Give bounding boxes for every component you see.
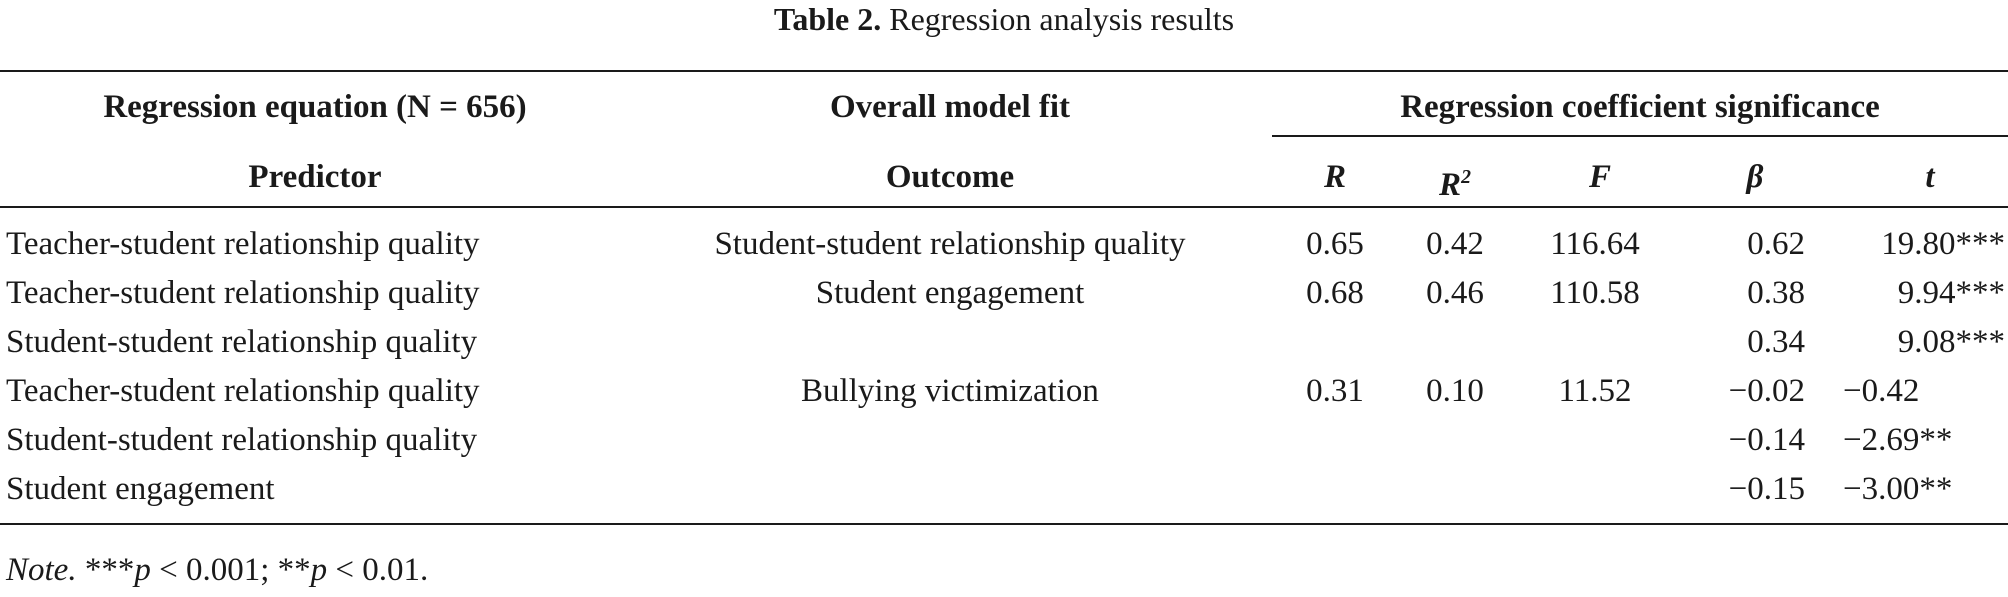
cell-t: −0.42 <box>1843 373 1920 409</box>
caption-title: Regression analysis results <box>889 1 1235 37</box>
top-rule <box>0 70 2008 72</box>
cell-r: 0.68 <box>1306 275 1364 311</box>
col-header-r-squared <box>1405 157 1505 205</box>
cell-predictor: Teacher-student relationship quality <box>6 373 480 409</box>
cell-predictor: Student-student relationship quality <box>6 422 478 458</box>
caption-label: Table 2. <box>773 1 882 37</box>
cell-beta: 0.34 <box>1747 324 1805 360</box>
col-header-t: t <box>1925 159 1935 195</box>
cell-predictor: Teacher-student relationship quality <box>6 226 480 262</box>
group-coefficient-significance: Regression coefficient significance <box>1400 89 1880 125</box>
cell-f: 110.58 <box>1550 275 1640 311</box>
cell-beta: 0.38 <box>1747 275 1805 311</box>
col-header-f: F <box>1588 159 1611 195</box>
note-p-symbol: p <box>310 552 328 588</box>
note-p-symbol: p <box>134 552 151 588</box>
note-stars-two: ** <box>277 552 311 588</box>
r2-superscript: 2 <box>1461 166 1471 188</box>
cell-outcome: Student engagement <box>815 275 1085 311</box>
group-regression-equation: Regression equation (N = 656) <box>103 89 527 125</box>
table-note <box>6 550 428 590</box>
group-underline-rule <box>1272 135 2008 137</box>
cell-r: 0.65 <box>1306 226 1364 262</box>
header-bottom-rule <box>0 206 2008 208</box>
r2-base: R <box>1439 167 1462 203</box>
note-threshold-one: < 0.001; <box>150 552 278 588</box>
cell-t: −2.69** <box>1843 422 1953 458</box>
cell-beta: −0.14 <box>1728 422 1805 458</box>
cell-r: 0.31 <box>1306 373 1364 409</box>
note-stars-three: *** <box>84 552 135 588</box>
bottom-rule <box>0 523 2008 525</box>
cell-predictor: Teacher-student relationship quality <box>6 275 480 311</box>
cell-t: 9.94*** <box>1897 275 2005 311</box>
cell-predictor: Student-student relationship quality <box>6 324 478 360</box>
cell-f: 11.52 <box>1558 373 1632 409</box>
cell-t: −3.00** <box>1843 471 1953 507</box>
note-label: Note. <box>6 552 77 588</box>
cell-r2: 0.10 <box>1426 373 1484 409</box>
cell-outcome: Student-student relationship quality <box>714 226 1186 262</box>
cell-t: 19.80*** <box>1881 226 2005 262</box>
table-caption <box>0 0 2008 38</box>
note-threshold-two: < 0.01. <box>327 552 429 588</box>
col-header-predictor: Predictor <box>248 159 382 195</box>
cell-beta: 0.62 <box>1747 226 1805 262</box>
cell-predictor: Student engagement <box>6 471 275 507</box>
cell-beta: −0.15 <box>1728 471 1805 507</box>
cell-outcome: Bullying victimization <box>801 373 1099 409</box>
group-model-fit: Overall model fit <box>829 89 1071 125</box>
col-header-outcome: Outcome <box>885 159 1015 195</box>
cell-r2: 0.46 <box>1426 275 1484 311</box>
cell-f: 116.64 <box>1550 226 1640 262</box>
cell-t: 9.08*** <box>1897 324 2005 360</box>
cell-beta: −0.02 <box>1728 373 1805 409</box>
cell-r2: 0.42 <box>1426 226 1484 262</box>
col-header-r: R <box>1323 159 1346 195</box>
col-header-beta: β <box>1746 159 1764 195</box>
